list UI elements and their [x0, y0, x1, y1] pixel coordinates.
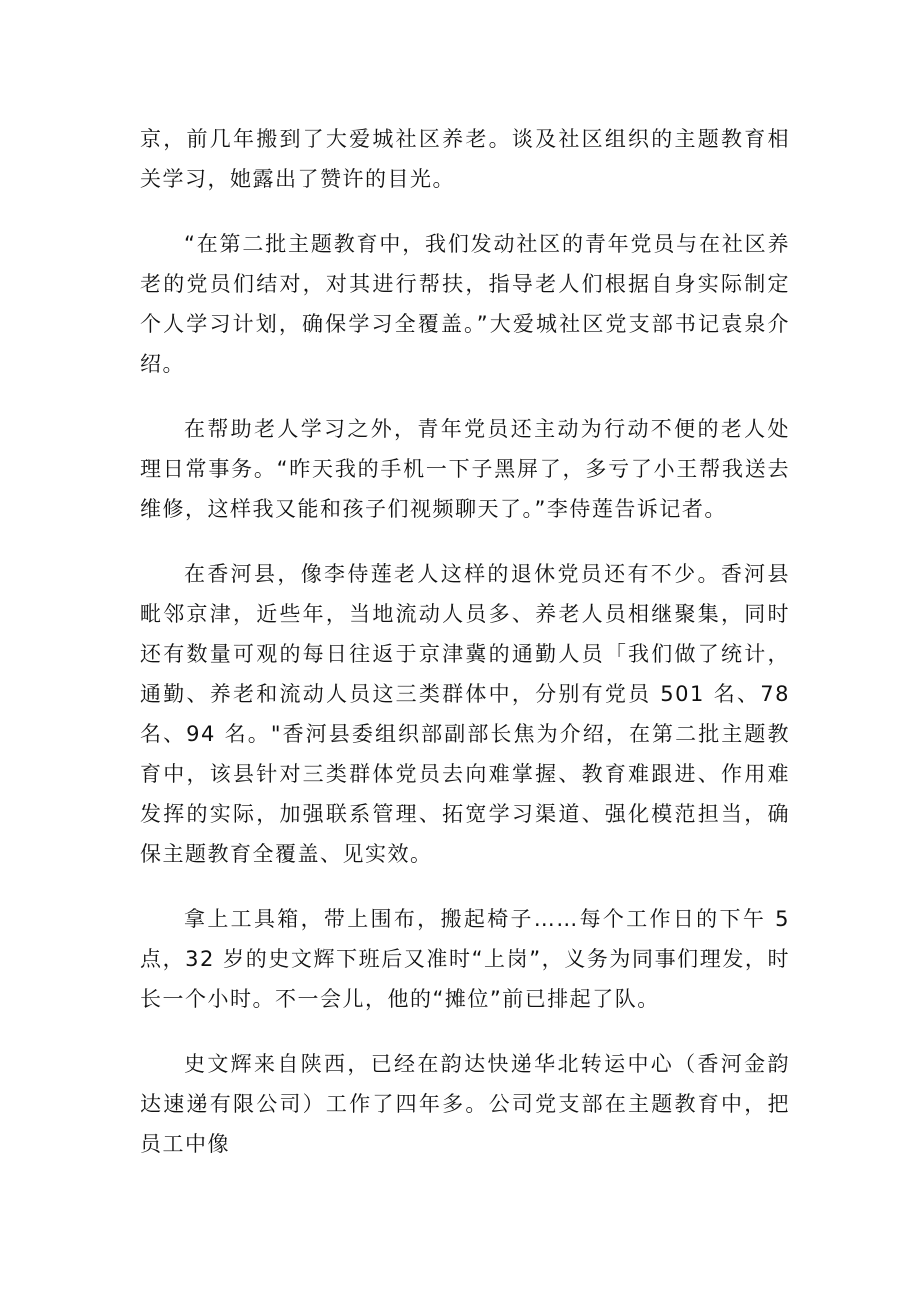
paragraph-4: 在香河县，像李侍莲老人这样的退休党员还有不少。香河县毗邻京津，近些年，当地流动人员多、养老人员相继聚集，同时还有数量可观的每日往返于京津冀的通勤人员「我们做了统计，通勤、养老和流动人员这三类群体中，分别有党员 501 名、78 名、94 名。"香河县委组织部副部长焦为介绍，在第二批主题教育中，该县针对三类群体党员去向难掌握、教育难跟进、作用难发挥的实际，加强联系管理、拓宽学习渠道、强化模范担当，确保主题教育全覆盖、见实效。 [140, 562, 790, 866]
paragraph-5: 拿上工具箱，带上围布，搬起椅子……每个工作日的下午 5 点，32 岁的史文辉下班后又准时“上岗”，义务为同事们理发，时长一个小时。不一会儿，他的“摊位”前已排起了队。 [140, 907, 790, 1011]
paragraph-6: 史文辉来自陕西，已经在韵达快递华北转运中心（香河金韵达速递有限公司）工作了四年多。公司党支部在主题教育中，把员工中像 [140, 1052, 790, 1156]
paragraph-3: 在帮助老人学习之外，青年党员还主动为行动不便的老人处理日常事务。“昨天我的手机一下子黑屏了，多亏了小王帮我送去维修，这样我又能和孩子们视频聊天了。”李侍莲告诉记者。 [140, 417, 790, 521]
paragraph-2: “在第二批主题教育中，我们发动社区的青年党员与在社区养老的党员们结对，对其进行帮扶，指导老人们根据自身实际制定个人学习计划，确保学习全覆盖。”大爱城社区党支部书记袁泉介绍。 [140, 232, 790, 376]
article-body [140, 119, 790, 1164]
paragraph-1: 京，前几年搬到了大爱城社区养老。谈及社区组织的主题教育相关学习，她露出了赞许的目光。 [140, 127, 790, 191]
